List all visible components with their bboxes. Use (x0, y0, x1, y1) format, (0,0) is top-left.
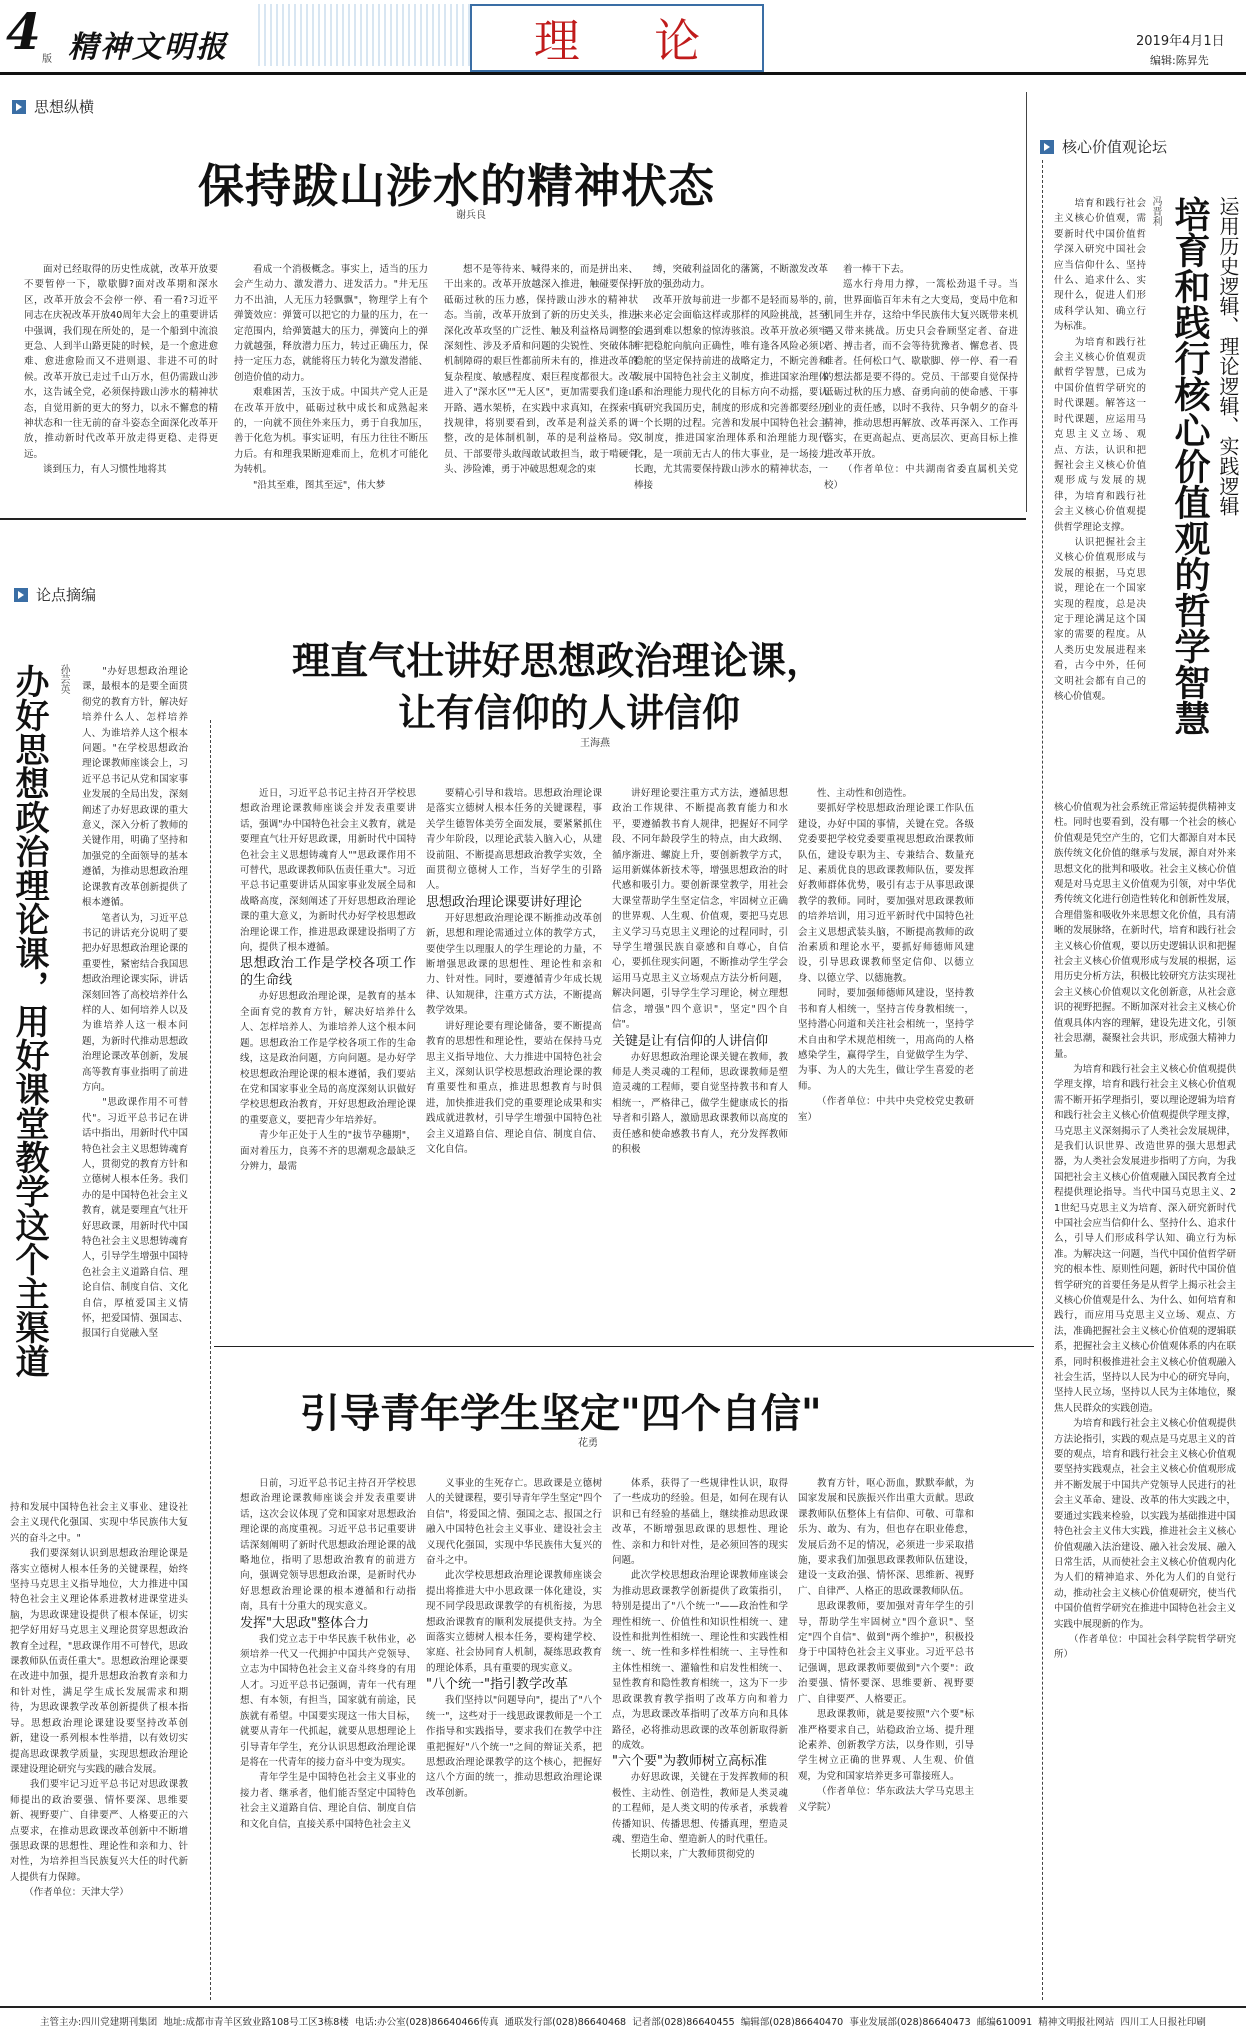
sidebar-left-body-narrow: "办好思想政治理论课，最根本的是要全面贯彻党的教育方针，解决好培养什么人、怎样培养人、为谁培养人这个根本问题。"在学校思想政治理论课教师座谈会上，习近平总书记从党和国家事业发展的全局出发，深刻阐述了办好思政课的重大意义，深入分析了教师的关键作用，明确了坚持和加强党的全面领导的基本遵循，为推动思想政治理论课教育改革创新提供了根本遵循。 笔者认为，习近平总书记的讲话充分说明了要把办好思想政治理论课的重要性，紧密结合我国思想政治理论课实际，讲话深刻回答了高校培养什么样的人、如何培养人以及为谁培养人这一根本问题，为新时代推动思想政治理论课改革创新，发展高等教育事业指明了前进方向。 "思政课作用不可替代"。习近平总书记在讲话中指出，用新时代中国特色社会主义思想铸魂育人，贯彻党的教育方针和立德树人根本任务。我们办的是中国特色社会主义教育，就是要理直气壮开好思政课，用新时代中国特色社会主义思想铸魂育人，引导学生增强中国特色社会主义道路自信、理论自信、制度自信、文化自信，厚植爱国主义情怀，把爱国情、强国志、报国行自觉融入坚 (82, 666, 188, 1340)
page-suffix: 版 (42, 54, 52, 65)
article2-title-line1: 理直气壮讲好思想政治理论课， (292, 638, 825, 683)
subheading: 思想政治工作是学校各项工作的生命线 (240, 956, 416, 989)
article1-divider (1026, 92, 1027, 512)
paragraph: 此次学校思想政治理论课教师座谈会提出将推进大中小思政课一体化建设，实现不同学段思政课教学的有机衔接，为思想政治课教育的顺利发展提供支持。为全面落实立德树人根本任务，要构建学校、家庭、社会协同育人机制，凝练思政教育的理论体系，具有重要的现实意义。 (426, 1570, 602, 1674)
paragraph: 思政课教师，就是要按照"六个要"标准严格要求自己，站稳政治立场、提升理论素养、创新教学方法，以身作则，引导学生树立正确的世界观、人生观、价值观，为党和国家培养更多可靠接班人。 (798, 1709, 974, 1782)
paragraph: 日前，习近平总书记主持召开学校思想政治理论课教师座谈会并发表重要讲话，这次会议体现了党和国家对思想政治理论课的高度重视。习近平总书记重要讲话深刻阐明了新时代思想政治理论课的战略地位，指明了思想政治教育的前进方向，强调党领导思想政治课，是新时代办好思想政治理论课的根本遵循和行动指南，具有十分重大的现实意义。 (240, 1478, 416, 1613)
paragraph: 长期以来，广大教师贯彻党的 (631, 1849, 755, 1861)
article3-title: 引导青年学生坚定"四个自信" (300, 1390, 822, 1437)
paragraph: 办好思想政治理论课，是教育的基本全面育党的教育方针，解决好培养什么人、怎样培养人、为谁培养人这个根本问题。思想政治工作是学校各项工作的生命线，这是政治问题，方向问题。是办好学校思想政治理论课的根本遵循，我们要站在党和国家事业全局的高度深刻认识做好学校思想政治教育，开好思想政治理论课的重要意义，要把青少年培养好。 (240, 991, 416, 1126)
issue-date: 2019年4月1日 (1136, 34, 1225, 49)
footer-item: 四川工人日报社印刷 (1120, 2017, 1206, 2028)
paragraph: 青年学生是中国特色社会主义事业的接力者、继承者，他们能否坚定中国特色社会主义道路自信、理论自信、制度自信和文化自信，直接关系中国特色社会主义 (240, 1772, 416, 1830)
masthead-rule (0, 72, 1246, 75)
paragraph: 我们党立志于中华民族千秋伟业，必须培养一代又一代拥护中国共产党领导、立志为中国特色社会主义奋斗终身的有用人才。习近平总书记强调，青年一代有理想、有本领，有担当，国家就有前途，民族就有希望。中国要实现这一伟大目标，就要从青年一代抓起，就要从思想理论上引导青年学生，充分认识思想政治理论课是将在一代青年的接力奋斗中变为现实。 (240, 1633, 416, 1768)
paragraph: 同时，要加强师德师风建设，坚持教书和育人相统一，坚持言传身教相统一，坚持潜心问道和关注社会相统一，坚持学术自由和学术规范相统一，用高尚的人格感染学生，赢得学生，自觉做学生为学、为事、为人的大先生，做让学生喜爱的老师。 (798, 988, 974, 1092)
sidebar-right-body-narrow: 培育和践行社会主义核心价值观，需要新时代中国价值哲学深入研究中国社会应当信仰什么、坚持什么、追求什么、实现什么，促进人们形成科学认知、确立行为标准。 为培育和践行社会主义核心价值观贡献哲学智慧，已成为中国价值哲学研究的时代课题。解答这一时代课题，应运用马克思主义立场、观点、方法，认识和把握社会主义核心价值观形成与发展的规律，为培育和践行社会主义核心价值观提供哲学理论支撑。 认识把握社会主义核心价值观形成与发展的根据，马克思说，理论在一个国家实现的程度，总是决定于理论满足这个国家的需要的程度。从人类历史发展进程来看，古今中外，任何文明社会都有自己的核心价值观。 (1054, 198, 1146, 702)
paragraph: 办好思想政治理论课关键在教师，教师是人类灵魂的工程师，思政课教师是塑造灵魂的工程师，要自觉坚持教书和育人相统一，严格律己，做学生健康成长的指导者和引路人，激励思政课教师以高度的责任感和使命感教书育人，充分发挥教师的积极 (612, 1051, 788, 1155)
paragraph: 巡水行舟用力撑，一篙松劲退千寻。当前，世界面临百年未有之大变局，变局中危和机同生并存，这给中华民族伟大复兴既带来机遇又带来挑战。历史只会眷顾坚定者、奋进者、搏击者，而不会等待犹豫者、懈怠者、畏难者。任何松口气、歇歇脚、停一停、看一看的想法都是要不得的。党员、干部要自觉保持砥砺过秋的压力感、奋勇向前的使命感、干事创业的责任感，以时不我待、只争朝夕的奋斗精神，推动思想再解放、改革再深入、工作再落实，在更高起点、更高层次、更高目标上推进改革开放。 (824, 279, 1018, 460)
article-column (240, 786, 416, 1316)
footer (0, 2006, 1246, 2034)
section-banner (470, 4, 764, 72)
paragraph: 此次学校思想政治理论课教师座谈会为推动思政课教学创新提供了政策指引，特别是提出了"八个统一"——政治性和学理性相统一、价值性和知识性相统一、建设性和批判性相统一、理论性和实践性相统一、统一性和多样性相统一、主导性和主体性相统一、灌输性和启发性相统一、显性教育和隐性教育相统一，这为下一步思政课教育教学指明了改革方向和着力点，为思政课改革指明了改革方向和具体路径，必将推动思政课的改革创新取得新的成效。 (612, 1570, 788, 1751)
article3-author: 花勇 (578, 1438, 598, 1449)
footer-item: 电话:办公室(028)86640466传真 (354, 2017, 499, 2028)
article-column (426, 786, 602, 1316)
section-tag-excerpt: 论点摘编 (14, 584, 96, 605)
subheading: 关键是让有信仰的人讲信仰 (612, 1033, 769, 1049)
article-column (24, 262, 218, 514)
footer-item: 地址:成都市青羊区致业路108号工区3栋8楼 (163, 2017, 349, 2028)
footer-item: 邮编610091 (976, 2017, 1033, 2028)
article-column (798, 786, 974, 1316)
article-column (612, 1476, 788, 1996)
paragraph: 要精心引导和栽培。思想政治理论课是落实立德树人根本任务的关键课程，事关学生德智体美劳全面发展，要紧紧抓住青少年阶段，以理论武装入脑入心，从建设前阻、不断提高思想政治教学实效，全面贯彻立德树人工作，当好学生的引路人。 (426, 788, 602, 892)
article-column (798, 1476, 974, 1996)
article1-author: 谢兵良 (456, 210, 486, 221)
sidebar-right-author: 冯晋利 (1150, 196, 1161, 226)
paragraph: 思政课教师，要加强对青年学生的引导，帮助学生牢固树立"四个意识"、坚定"四个自信"、做到"两个维护"，积极投身于中国特色社会主义事业。习近平总书记强调，思政课教师要做到"六个要"：政治要强、情怀要深、思维要新、视野要广、自律要严、人格要正。 (798, 1601, 974, 1705)
paragraph: "沿其至难，图其至远"，伟大梦 (253, 479, 386, 491)
paragraph: 面对已经取得的历史性成就，改革开放要不要暂停一下，歇歇脚?面对改革期和深水区，改革开放会不会停一停、看一看?习近平同志在庆祝改革开放40周年大会上的重要讲话中强调，我们现在所处的，是一个船到中流浪更急、人到半山路更陡的时候，是一个愈进愈难、愈进愈险而又不进则退、非进不可的时候。改革开放已走过千山万水，但仍需跋山涉水，这告诫全党，必须保持跋山涉水的精神状态，自觉用新的更大的努力，以永不懈怠的精神状态和一往无前的奋斗姿态全面深化改革开放，推动新时代改革开放走得更稳、走得更远。 (24, 264, 218, 460)
paragraph: 性、主动性和创造性。 (817, 788, 913, 799)
paragraph: 讲好理论要有理论储备，要不断提高教育的思想性和理论性，要站在保持马克思主义指导地位、大力推进中国特色社会主义，深刻认识学校思想政治理论课的教育重要性和重点，推进思想教育与时俱进，加快推进我们党的重要理论成果和实践成就进教材，引导学生增强中国特色社会主义道路自信、理论自信、制度自信、文化自信。 (426, 1020, 602, 1155)
article-column (612, 786, 788, 1316)
sidebar-right-subtitle: 运用历史逻辑、理论逻辑、实践逻辑 (1216, 196, 1240, 516)
footer-item: 通联发行部(028)86640468 (504, 2017, 627, 2028)
page-number: 4 (6, 2, 41, 61)
sidebar-right-title: 培育和践行核心价值观的哲学智慧 (1169, 196, 1211, 736)
article-column (240, 1476, 416, 1996)
article-column (824, 262, 1018, 514)
paragraph: 我们坚持以"问题导向"，提出了"八个统一"，这些对于一线思政课教师是一个工作指导和实践指导，要求我们在教学中注重把握好"八个统一"之间的辩证关系，把思想政治理论课教学的这个核心，把握好这八个方面的统一，推动思想政治理论课改革创新。 (426, 1695, 602, 1799)
paragraph: 艰难困苦，玉汝于成。中国共产党人正是在改革开放中，砥砺过秋中成长和成熟起来的，一向就不顶住外来压力，勇于自我加压，善于化危为机。事实证明，有压力往往不断压力后。有和理我果断迎难而上，危机才可能化为转机。 (234, 387, 428, 476)
paragraph: 着一棒干下去。 (843, 264, 910, 275)
paragraph: 近日，习近平总书记主持召开学校思想政治理论课教师座谈会并发表重要讲话，强调"办中国特色社会主义教育，就是要理直气壮开好思政课，用新时代中国特色社会主义思想铸魂育人""思政课作用不可替代，思政课教师队伍责任重大"。习近平总书记重要讲话从国家事业发展全局和战略高度，深刻阐述了开好思想政治理论课的重大意义，为新时代办好学校思想政治理论课工作，推进思政课建设指明了方向，提供了根本遵循。 (240, 788, 416, 954)
footer-item: 主管主办:四川党建期刊集团 (40, 2017, 158, 2028)
article-column (444, 262, 638, 514)
sidebar-right-body-wide: 核心价值观为社会系统正常运转提供精神支柱。同时也要看到，没有哪一个社会的核心价值观是凭空产生的，它们大都源自对本民族传统文化价值的继承与发展，源自对外来思想文化的批判和吸收。社会主义核心价值观是对马克思主义价值观为引领，对中华优秀传统文化进行创造性转化和创新性发展，合理借鉴和吸收外来思想文化价值，具有清晰的发展脉络，在新时代，培育和践行社会主义核心价值观，要以历史逻辑认识和把握社会主义核心价值观形成与发展的根据，运用历史分析方法，积极比较研究方法实现社会主义核心价值观以文化创新意，从社会意识的视野把握。不断加深对社会主义核心价值观具体内容的理解，建设先进文化，引领社会思潮，凝聚社会共识，形成强大精神力量。 为培育和践行社会主义核心价值观提供学理支撑，培育和践行社会主义核心价值观需不断开拓学理指引，要以理论逻辑为培育和践行社会主义核心价值观提供学理支撑，马克思主义深刻揭示了人类社会发展规律，是我们认识世界、改造世界的强大思想武器，为人类社会发展进步指明了方向，为我国把社会主义核心价值观融入国民教育全过程提供理论指导。当代中国马克思主义、21世纪马克思主义为培育、深入研究新时代中国社会应当信仰什么、坚持什么、追求什么，引导人们形成科学认知、确立行为标准。为解决这一问题，当代中国价值哲学研究的根本性、原则性问题，新时代中国价值哲学研究的首要任务是从哲学上揭示社会主义核心价值观是什么、为什么、如何培育和践行，而应用马克思主义立场、观点、方法，准确把握社会主义核心价值观的逻辑联系，把握社会主义核心价值观体系的内在联系，同时积极推进社会主义核心价值观融入社会生活，坚持以人民为中心的研究导向，坚持人民立场，坚持以人民为主体地位，聚焦人民群众的实践创造。 为培育和践行社会主义核心价值观提供方法论指引，实践的观点是马克思主义的首要的观点，培育和践行社会主义核心价值观要坚持实践观点，社会主义核心价值观形成并不断发展于中国共产党领导人民进行的社会主义革命、建设、改革的伟大实践之中，要通过实践来检验，以实践为基础推进中国特色社会主义伟大实践，推进社会主义核心价值观融入法治建设、融入社会发展、融入日常生活，从而使社会主义核心价值观内化为人们的精神追求、外化为人们的自觉行动，推动社会主义核心价值观研究，使当代中国价值哲学研究在推进中国特色社会主义实践中展现新的作为。 （作者单位：中国社会科学院哲学研究所） (1054, 802, 1236, 1661)
paper-name: 精神文明报 (68, 30, 228, 65)
paragraph: （作者单位：华东政法大学马克思主义学院） (798, 1786, 974, 1813)
sidebar-left-divider (210, 720, 211, 2000)
footer-item: 精神文明报社网站 (1038, 2017, 1115, 2028)
sidebar-left-body-wide: 持和发展中国特色社会主义事业、建设社会主义现代化强国、实现中华民族伟大复兴的奋斗之中。" 我们要深刻认识到思想政治理论课是落实立德树人根本任务的关键课程，始终坚持马克思主义指导地位，大力推进中国特色社会主义理论体系进教材进课堂进头脑，为思政课建设提供了根本保证，切实把学好用好马克思主义理论贯穿思想政治教育全过程，"思政课作用不可替代，思政课教师队伍责任重大"。思想政治理论课要在改进中加强，提升思想政治教育亲和力和针对性，满足学生成长发展需求和期待，为思政课教学改革创新提供了根本指导。思想政治理论课建设要坚持改革创新，建设一系列根本性举措，以有效切实提高思政课教学质量，实现思想政治理论课建设理论研究与实践的融合发展。 我们要牢记习近平总书记对思政课教师提出的政治要强、情怀要深、思维要新、视野要广、自律要严、人格要正的六点要求，在推动思政课改革创新中不断增强思政课的思想性、理论性和亲和力、针对性，为培养担当民族复兴大任的时代新人提供有力保障。 （作者单位：天津大学） (10, 1502, 188, 1899)
paragraph: 想不是等待来、喊得来的，而是拼出来、干出来的。改革开放越深入推进，触碰要保持砥砺过秋的压力感，保持跋山涉水的精神状态。当前，改革开放到了新的历史关头，推进深化改革攻坚的广泛性、触及利益格局调整的深刻性、涉及矛盾和问题的尖锐性、突破体制机制障碍的艰巨性都前所未有的，推进改革的复杂程度、敏感程度、艰巨程度都很大。改革进入了"深水区""无人区"，更加需要我们逢山开路、遇水架桥，在实践中求真知，在探索中找规律，将别要看到，改革是利益关系的调整，改的是体制机制，革的是利益格局。党员、干部要带头敢闯敢试敢担当，敢于啃硬骨头、涉险滩，勇于冲破思想观念的束 (444, 264, 638, 476)
article-column (426, 1476, 602, 1996)
arrow-icon (14, 588, 28, 602)
editor-name: 编辑:陈昇先 (1150, 54, 1209, 67)
section-rule-2 (214, 1346, 1034, 1347)
paragraph: 体系，获得了一些规律性认识，取得了一些成功的经验。但是，如何在现有认识和已有经验的基础上，继续推动思政课改革，不断增强思政课的思想性、理论性、亲和力和针对性，是必须回答的现实问题。 (612, 1478, 788, 1567)
paragraph: （作者单位：中共中央党校党史教研室） (798, 1096, 974, 1123)
paragraph: 谈到压力，有人习惯性地将其 (43, 464, 167, 476)
subheading: "六个要"为教师树立高标准 (612, 1754, 767, 1770)
paragraph: 教育方针，呕心沥血，默默奉献，为国家发展和民族振兴作出重大贡献。思政课教师队伍整体上有信仰、可敬、可靠和乐为、敢为、有为，但也存在职业倦怠，发展后劲不足的情况，必须进一步采取措施，要求我们加强思政课教师队伍建设，建设一支政治强、情怀深、思维新、视野广、自律严、人格正的思政课教师队伍。 (798, 1478, 974, 1597)
article1-title: 保持跋山涉水的精神状态 (198, 159, 715, 213)
footer-item: 记者部(028)86640455 (632, 2017, 735, 2028)
masthead (0, 0, 1246, 72)
paragraph: 改革开放每前进一步都不是轻而易举的，未来必定会面临这样或那样的风险挑战，甚至会遇到难以想象的惊涛骇浪。改革开放必须牢牢把稳舵向航向正确性，唯有逢各风险必须以稳舵的坚定保持前进的战略定力，不断完善和发展中国特色社会主义制度，推进国家治理体系和治理能力现代化的目标方向不动摇，要认真研究我国历史，制度的形成和完善都要经历一个长期的过程。完善和发展中国特色社会主义制度，推进国家治理体系和治理能力现代化，是一项前无古人的伟大事业，是一场接力长跑，尤其需要保持跋山涉水的精神状态，一棒接 (634, 294, 828, 491)
paragraph: 办好思政课，关键在于发挥教师的积极性、主动性、创造性，教师是人类灵魂的工程师，是人类文明的传承者，承载着传播知识、传播思想、传播真理，塑造灵魂、塑造生命、塑造新人的时代重任。 (612, 1772, 788, 1845)
section-title: 理 论 (533, 14, 731, 68)
article2-author: 王海燕 (580, 738, 610, 749)
sidebar-left-author: 孙芸英 (58, 664, 69, 694)
arrow-icon (1040, 140, 1054, 154)
subheading: "八个统一"指引教学改革 (426, 1677, 568, 1693)
section-tag-core-values: 核心价值观论坛 (1040, 136, 1167, 157)
paragraph: 讲好理论要注重方式方法，遵循思想政治工作规律、不断提高教育能力和水平，要遵循教书育人规律，把握好不同学段、不同年龄段学生的特点，由大政纲、循序渐进、螺旋上升，要创新教学方式，运用新媒体新技术等，增强思想政治的时代感和吸引力。要创新课堂教学，用社会大课堂帮助学生坚定信念，牢固树立正确的世界观、人生观、价值观，要把马克思主义学习马克思主义理论的过程同时，引导学生增强民族自豪感和自尊心，自信心，要抓住现实问题，不断推动学生学会运用马克思主义立场观点方法分析问题，解决问题，引导学生学习理论，树立理想信念，增强"四个意识"，坚定"四个自信"。 (612, 788, 788, 1031)
article2-title-line2: 让有信仰的人讲信仰 (398, 690, 741, 735)
footer-item: 编辑部(028)86640470 (740, 2017, 844, 2028)
subheading: 思想政治理论课要讲好理论 (426, 894, 583, 910)
arrow-icon (12, 100, 26, 114)
paragraph: 开好思想政治理论课不断推动改革创新，思想和理论需通过立体的教学方式，要使学生以理服人的学生理论的力量，不断增强思政课的思想性、理论性和亲和力、针对性。同时，要遵循青少年成长规律、认知规律，注重方式方法，不断提高教学效果。 (426, 912, 602, 1017)
paragraph: 青少年正处于人生的"拔节孕穗期"，面对着压力，良莠不齐的思潮观念最缺乏分辨力，最需 (240, 1130, 416, 1172)
paragraph: 缚，突破利益固化的藩篱，不断激发改革开放的强劲动力。 (634, 264, 828, 291)
paragraph: 看成一个消极概念。事实上，适当的压力会产生动力、激发潜力、迸发活力。"井无压力不出油，人无压力轻飘飘"，物理学上有个弹簧效应：弹簧可以把它的力量的压力，在一定范围内，给弹簧越大的压力，弹簧向上的弹力就越强，释放潜力压力，转过正确压力，保持一定压力态，就能将压力转化为激发潜能、创造价值的动力。 (234, 264, 428, 383)
section-rule-1 (0, 518, 1026, 520)
article-column (234, 262, 428, 514)
sidebar-left-title: 办好思想政治理论课，用好课堂教学这个主渠道 (9, 664, 49, 1378)
subheading: 发挥"大思政"整体合力 (240, 1615, 369, 1631)
article-column (634, 262, 828, 514)
paragraph: （作者单位：中共湖南省委直属机关党校） (824, 464, 1018, 491)
sidebar-right-divider (1042, 160, 1043, 2000)
paragraph: 要抓好学校思想政治理论课工作队伍建设，办好中国的事情，关键在党。各级党委要把学校党委要重视思想政治课教师队伍，建设专职为主、专兼结合、数量充足、素质优良的思政课教师队伍，要发挥好教师群体优势，吸引有志于从事思政课教学的教师。同时，要加强对思政课教师的培养培训，用习近平新时代中国特色社会主义思想武装头脑，不断提高教师的政治素质和理论水平，要抓好师德师风建设，引导思政课教师坚定信仰、以德立身、以德立学、以德施教。 (798, 803, 974, 984)
paragraph: 义事业的生死存亡。思政课是立德树人的关键课程，要引导青年学生坚定"四个自信"，将爱国之情、强国之志、报国之行融入中国特色社会主义事业、建设社会主义现代化强国，实现中华民族伟大复兴的奋斗之中。 (426, 1478, 602, 1567)
section-tag-thought: 思想纵横 (12, 96, 94, 117)
footer-item: 事业发展部(028)86640473 (849, 2017, 971, 2028)
